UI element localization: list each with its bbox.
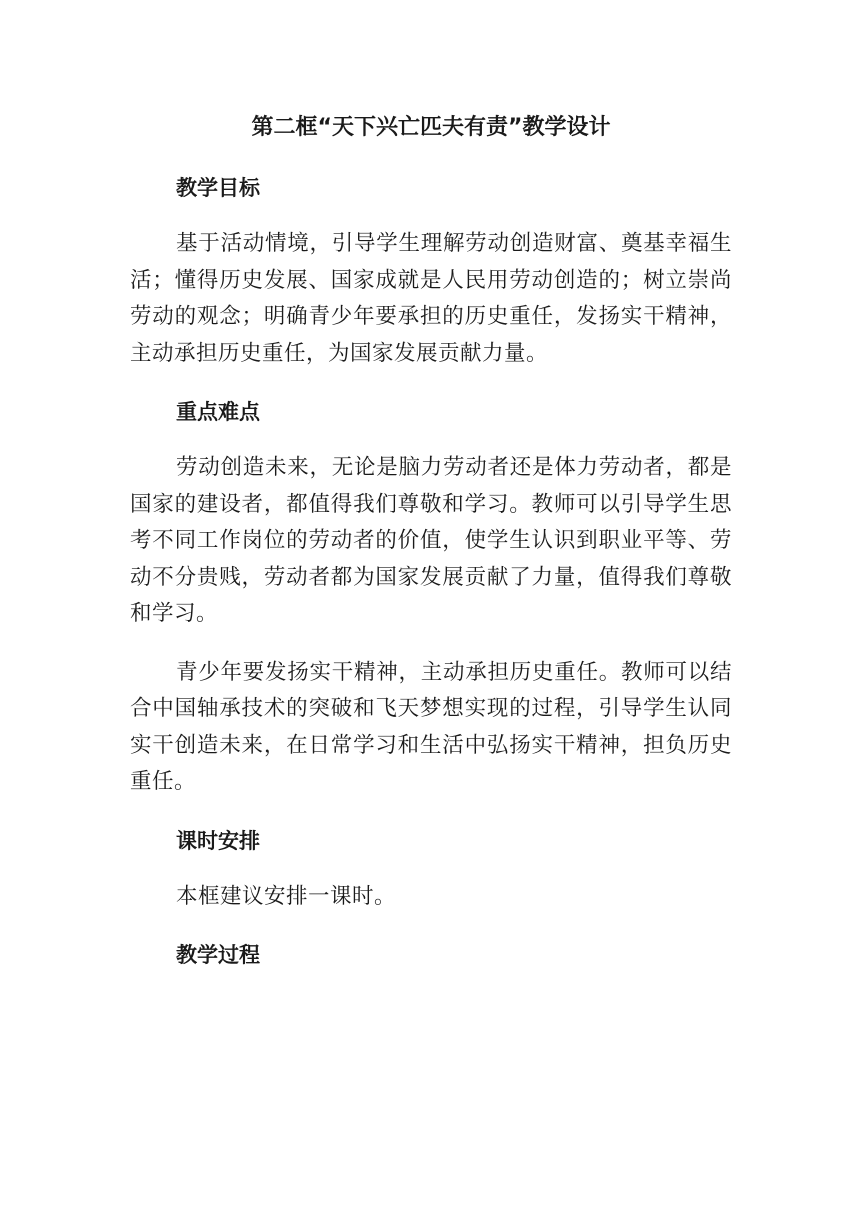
key-points-paragraph-1: 劳动创造未来，无论是脑力劳动者还是体力劳动者，都是国家的建设者，都值得我们尊敬和学习。教师可以引导学生思考不同工作岗位的劳动者的价值，使学生认识到职业平等、劳动不分贵贱，劳动者都为国家发展贡献了力量，值得我们尊敬和学习。	[130, 455, 732, 626]
spacer	[130, 206, 732, 226]
section-heading-goals: 教学目标	[176, 176, 260, 200]
key-points-paragraph-2: 青少年要发扬实干精神，主动承担历史重任。教师可以结合中国轴承技术的突破和飞天梦想实现的过程，引导学生认同实干创造未来，在日常学习和生活中弘扬实干精神，担负历史重任。	[130, 659, 732, 794]
spacer	[130, 372, 732, 394]
document-page	[130, 108, 732, 973]
section-heading-process: 教学过程	[176, 943, 260, 967]
section-heading-schedule: 课时安排	[176, 828, 260, 853]
spacer	[130, 915, 732, 937]
section-heading-key-points: 重点难点	[176, 400, 260, 424]
document-title: 第二框“天下兴亡匹夫有责”教学设计	[251, 115, 611, 140]
spacer	[130, 859, 732, 879]
schedule-paragraph: 本框建议安排一课时。	[176, 883, 397, 909]
spacer	[130, 148, 732, 170]
spacer	[130, 430, 732, 450]
goals-paragraph: 基于活动情境，引导学生理解劳动创造财富、奠基幸福生活；懂得历史发展、国家成就是人民用劳动创造的；树立崇尚劳动的观念；明确青少年要承担的历史重任，发扬实干精神，主动承担历史重任，为国家发展贡献力量。	[130, 231, 732, 366]
spacer	[130, 633, 732, 655]
spacer	[130, 801, 732, 823]
